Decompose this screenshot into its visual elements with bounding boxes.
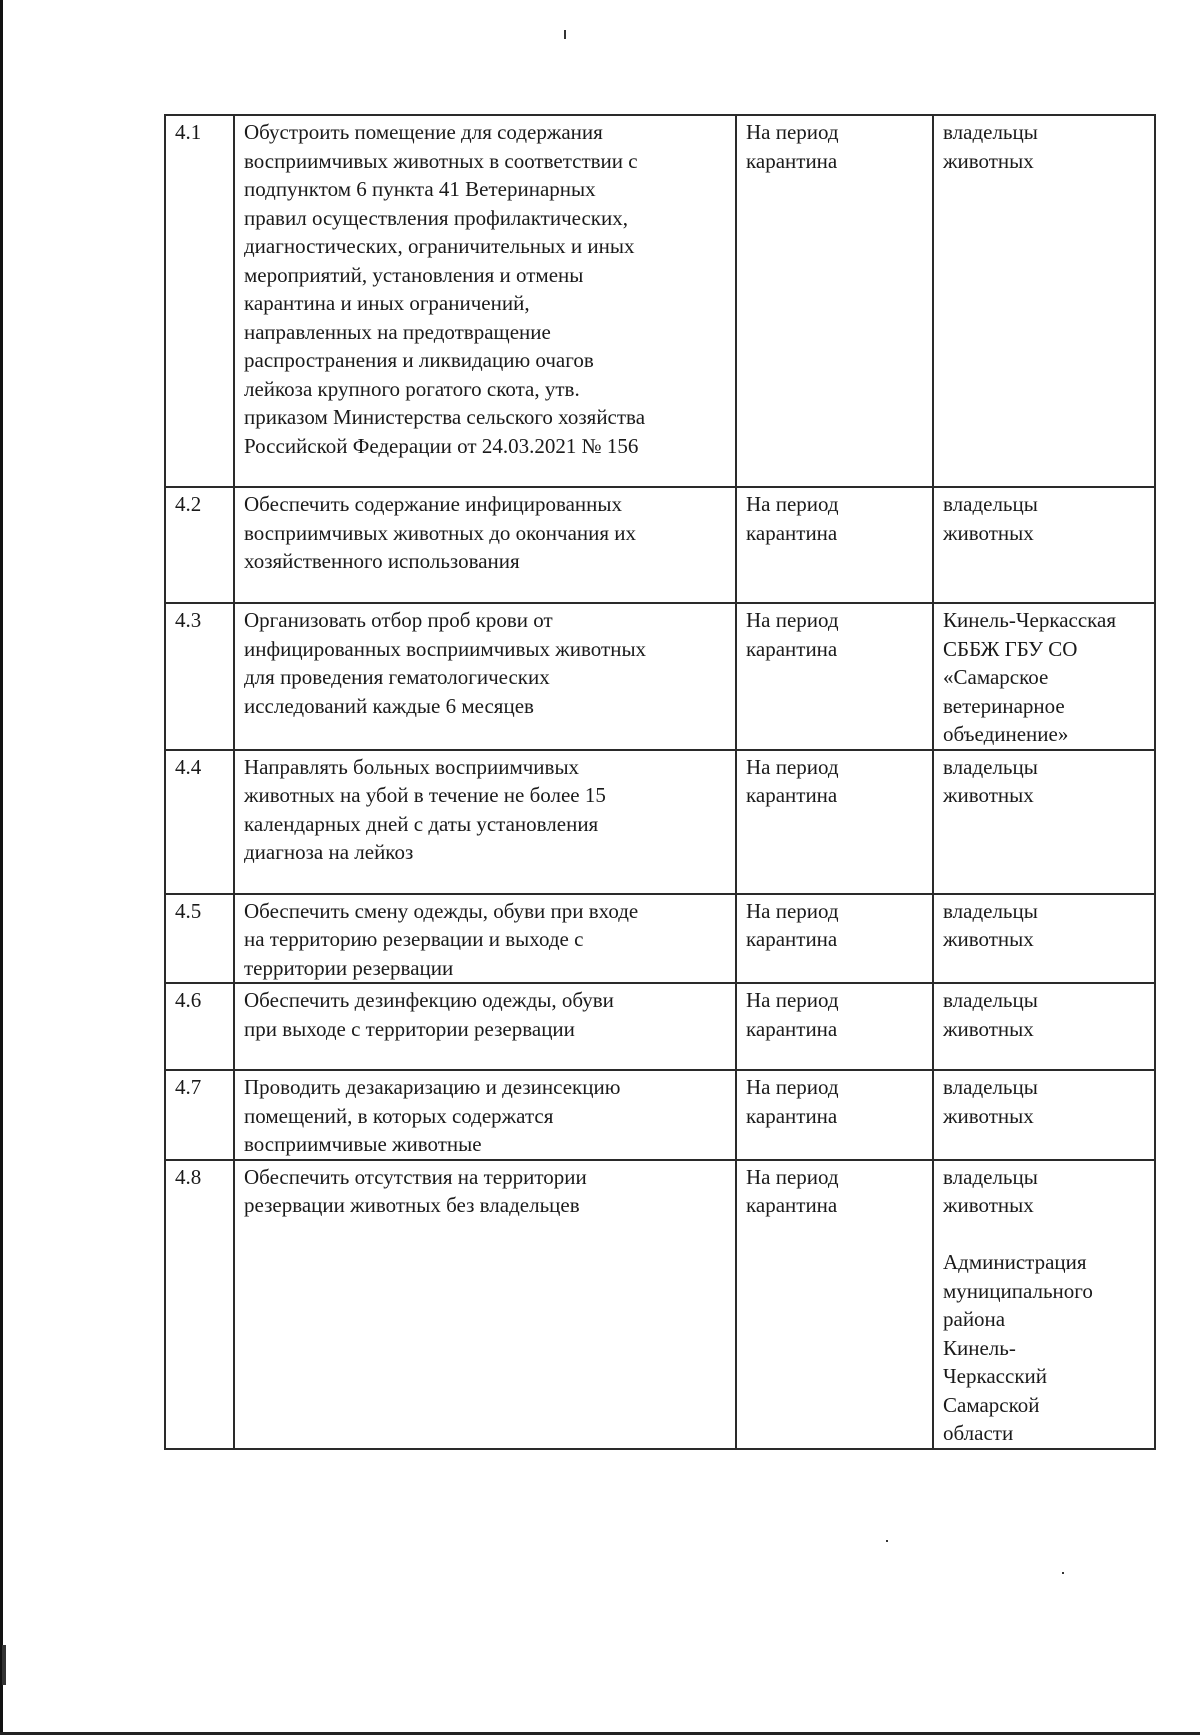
scan-speck (2, 1645, 6, 1685)
responsible-text: владельцы животных (933, 750, 1155, 894)
period-text: На период карантина (736, 894, 933, 984)
measure-text: Обеспечить дезинфекцию одежды, обуви при выходе с территории резервации (234, 983, 736, 1070)
table-row (165, 1070, 1155, 1160)
measure-text: Обеспечить содержание инфицированных восприимчивых животных до окончания их хозяйственного использования (234, 487, 736, 603)
table-row (165, 1160, 1155, 1449)
period-text: На период карантина (736, 1070, 933, 1160)
period-text: На период карантина (736, 115, 933, 487)
responsible-text: владельцы животных (933, 894, 1155, 984)
scan-speck (886, 1540, 888, 1542)
table-row (165, 603, 1155, 750)
responsible-text: владельцы животных (933, 1070, 1155, 1160)
responsible-text: владельцы животных (933, 115, 1155, 487)
measures-table (164, 114, 1156, 1450)
measure-text: Проводить дезакаризацию и дезинсекцию помещений, в которых содержатся восприимчивые животные (234, 1070, 736, 1160)
period-text: На период карантина (736, 487, 933, 603)
scan-edge-left (0, 0, 3, 1735)
period-text: На период карантина (736, 750, 933, 894)
table-row (165, 750, 1155, 894)
measure-text: Организовать отбор проб крови от инфицированных восприимчивых животных для проведения гематологических исследований каждые 6 месяцев (234, 603, 736, 750)
row-number: 4.3 (165, 603, 234, 750)
row-number: 4.1 (165, 115, 234, 487)
table-row (165, 894, 1155, 984)
row-number: 4.4 (165, 750, 234, 894)
row-number: 4.8 (165, 1160, 234, 1449)
period-text: На период карантина (736, 1160, 933, 1449)
responsible-text: Кинель-Черкасская СББЖ ГБУ СО «Самарское ветеринарное объединение» (933, 603, 1155, 750)
table-row (165, 983, 1155, 1070)
scan-speck (1062, 1572, 1064, 1574)
measure-text: Обустроить помещение для содержания восприимчивых животных в соответствии с подпунктом 6 пункта 41 Ветеринарных правил осуществления профилактических, диагностических, ограничительных и иных мероприятий, установления и отмены карантина и иных ограничений, направленных на предотвращение распространения и ликвидацию очагов лейкоза крупного рогатого скота, утв. приказом Министерства сельского хозяйства Российской Федерации от 24.03.2021 № 156 (234, 115, 736, 487)
responsible-text: владельцы животных (933, 487, 1155, 603)
table-row (165, 115, 1155, 487)
row-number: 4.6 (165, 983, 234, 1070)
responsible-text: владельцы животных (933, 983, 1155, 1070)
scan-speck (564, 30, 566, 39)
measure-text: Направлять больных восприимчивых животных на убой в течение не более 15 календарных дней с даты установления диагноза на лейкоз (234, 750, 736, 894)
period-text: На период карантина (736, 983, 933, 1070)
row-number: 4.7 (165, 1070, 234, 1160)
row-number: 4.2 (165, 487, 234, 603)
table-row (165, 487, 1155, 603)
measure-text: Обеспечить отсутствия на территории резервации животных без владельцев (234, 1160, 736, 1449)
measure-text: Обеспечить смену одежды, обуви при входе на территорию резервации и выходе с территории резервации (234, 894, 736, 984)
period-text: На период карантина (736, 603, 933, 750)
row-number: 4.5 (165, 894, 234, 984)
responsible-text: владельцы животных Администрация муниципального района Кинель- Черкасский Самарской области (933, 1160, 1155, 1449)
